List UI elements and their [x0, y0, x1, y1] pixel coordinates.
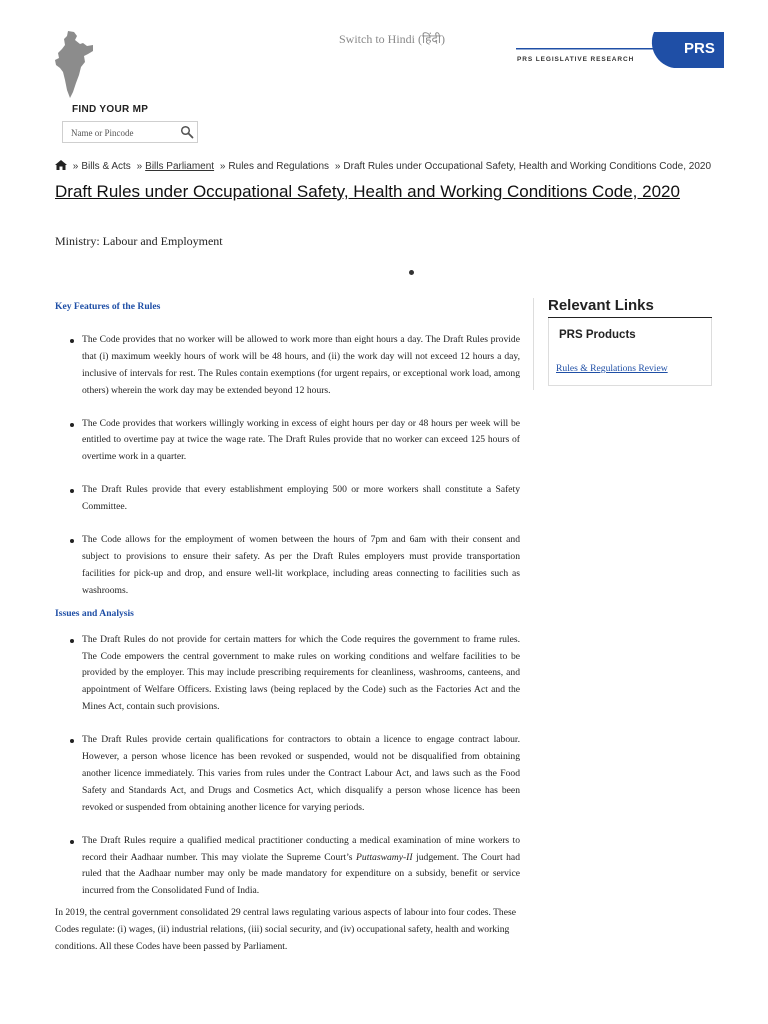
case-name-italic: Puttaswamy-II	[356, 851, 413, 863]
issue3-text-cont: judgement. The Court had ruled that the Aadhaar number may only be made mandatory for expenditure on a subsidy, benefit or service incurred from the Consolidated Fund of India.	[82, 851, 520, 897]
list-item: The Code provides that no worker will be allowed to work more than eight hours a day. The Draft Rules provide that (i) maximum weekly hours of work will be 48 hours, and (ii) the work day will not exceed 12 hours a day, inclusive of intervals for rest. The Rules contain exemptions (for urgent repairs, or exceptional work load, among others) wherein the work day may be extended beyond 12 hours.	[82, 332, 520, 400]
ministry-label: Ministry:	[55, 234, 100, 248]
issue3-text: The Draft Rules require a qualified medical practitioner conducting a medical examination of mine workers to record their Aadhaar number. This may violate the Supreme Court’s	[82, 834, 520, 863]
ministry-line	[55, 234, 223, 249]
list-item: The Draft Rules provide certain qualifications for contractors to obtain a licence to engage contract labour. However, a person whose licence has been revoked or suspended, would not be disqualified from obtaining another licence immediately. This varies from rules under the Contract Labour Act, and laws such as the Food Safety and Standards Act, and Drugs and Cosmetics Act, which disqualify a person whose licence has been revoked or suspended from obtaining another licence for varying periods.	[82, 732, 520, 817]
key-features-heading: Key Features of the Rules	[55, 301, 161, 312]
breadcrumb-bills-acts[interactable]: Bills & Acts	[81, 161, 131, 172]
breadcrumb-bills-parliament[interactable]: Bills Parliament	[145, 161, 215, 172]
search-icon[interactable]	[180, 125, 194, 139]
prs-logo[interactable]	[514, 30, 724, 70]
relevant-links-title: Relevant Links	[548, 297, 654, 314]
prs-products-heading: PRS Products	[559, 329, 636, 341]
issues-list	[55, 632, 520, 901]
india-map-icon	[54, 30, 94, 100]
key-features-list	[55, 332, 520, 600]
issues-heading: Issues and Analysis	[55, 607, 134, 619]
list-item: The Code provides that workers willingly working in excess of eight hours per day or 48 hours per week will be entitled to overtime pay at twice the wage rate. The Draft Rules provide that no worker can exceed 125 hours of overtime work in a quarter.	[82, 416, 520, 467]
article-body	[55, 299, 520, 956]
breadcrumb-separator: »	[136, 161, 143, 172]
breadcrumb-separator: »	[334, 161, 341, 172]
breadcrumb-current: Draft Rules under Occupational Safety, Health and Working Conditions Code, 2020	[343, 161, 712, 172]
ministry-value: Labour and Employment	[102, 234, 223, 248]
list-item: The Draft Rules provide that every establishment employing 500 or more workers shall constitute a Safety Committee.	[82, 482, 520, 516]
page-title: Draft Rules under Occupational Safety, Health and Working Conditions Code, 2020	[55, 182, 680, 201]
column-divider	[533, 298, 534, 390]
list-item	[82, 833, 520, 901]
find-your-mp-label: FIND YOUR MP	[72, 104, 149, 115]
list-item: The Code allows for the employment of women between the hours of 7pm and 6am with their consent and subject to provisions to ensure their safety. As per the Draft Rules employers must provide transportation facilities for pick-up and drop, and ensure well-lit workplace, including areas connecting to facilities such as washrooms.	[82, 532, 520, 600]
carousel-dot[interactable]	[409, 270, 414, 275]
breadcrumb-rules-regulations[interactable]: Rules and Regulations	[228, 161, 330, 172]
breadcrumb-separator: »	[72, 161, 79, 172]
rules-regulations-review-link[interactable]: Rules & Regulations Review	[556, 363, 668, 374]
home-icon[interactable]	[55, 161, 70, 172]
closing-paragraph: In 2019, the central government consolidated 29 central laws regulating various aspects of labour into four codes. These Codes regulate: (i) wages, (ii) industrial relations, (iii) social security, and (iv) occupational safety, health and working conditions. All these Codes have been passed by Parliament.	[55, 907, 516, 953]
breadcrumb	[55, 160, 755, 172]
list-item: The Draft Rules do not provide for certain matters for which the Code requires the government to frame rules. The Code empowers the central government to make rules on working conditions and welfare facilities to be provided by the employer. This may include prescribing requirements for cleanliness, washrooms, canteens, and appointment of Welfare Officers. Existing laws (being replaced by the Code) such as the Factories Act and the Mines Act, contain such provisions.	[82, 632, 520, 717]
logo-tagline: PRS LEGISLATIVE RESEARCH	[517, 56, 635, 63]
switch-to-hindi-link[interactable]: Switch to Hindi (हिंदी)	[339, 32, 445, 46]
breadcrumb-separator: »	[219, 161, 226, 172]
logo-text: PRS	[684, 40, 715, 57]
mp-search-input[interactable]	[69, 123, 181, 143]
mp-search-box	[62, 121, 198, 143]
